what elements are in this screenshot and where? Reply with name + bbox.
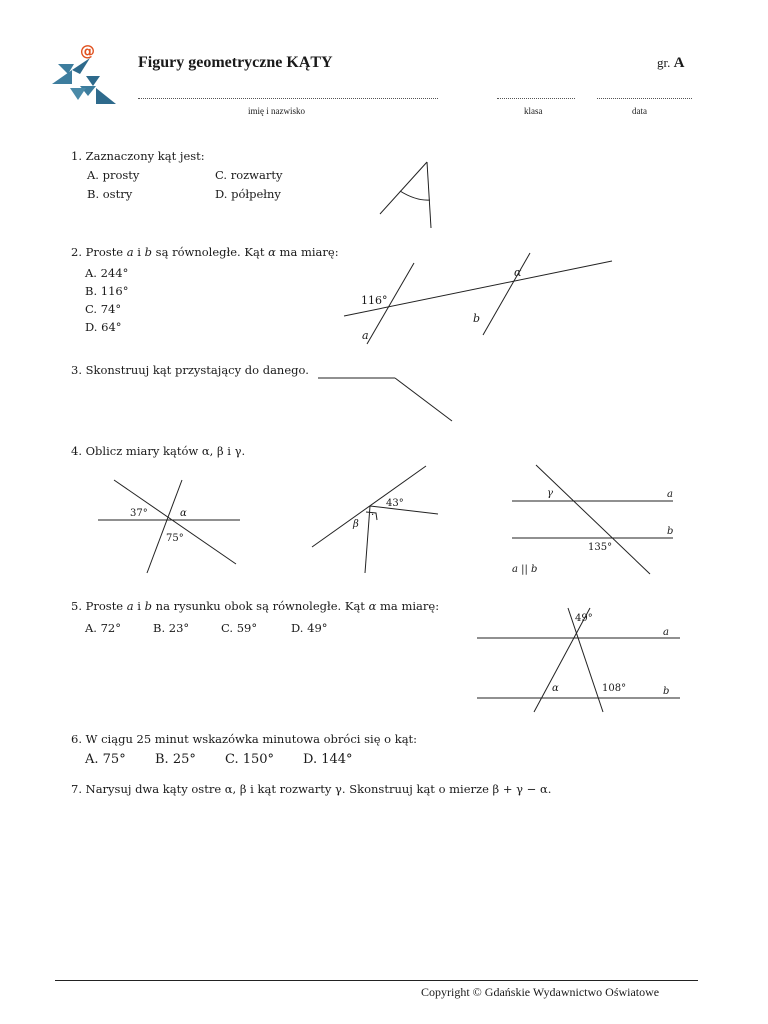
q4-fig3-135: 135° xyxy=(588,542,613,553)
question-4-text: 4. Oblicz miary kątów α, β i γ. xyxy=(71,444,246,458)
q4-fig1-75: 75° xyxy=(166,533,184,544)
q5-fig-a: a xyxy=(663,627,669,638)
q5-fig-alpha: α xyxy=(552,683,559,694)
q2-option-a: A. 244° xyxy=(85,266,129,280)
q4-fig2-43: 43° xyxy=(386,498,404,509)
q2-end: ma miarę: xyxy=(279,245,339,259)
question-3-text: 3. Skonstruuj kąt przystający do danego. xyxy=(71,363,309,377)
q1-option-c: C. rozwarty xyxy=(215,168,283,182)
q2-fig-alpha: α xyxy=(514,266,522,279)
q2-and: i xyxy=(137,245,141,259)
q4-figure-1 xyxy=(98,480,240,573)
q4-fig3-parallel: a || b xyxy=(512,564,538,575)
footer-rule xyxy=(55,980,698,981)
q4-fig1-alpha: α xyxy=(180,508,187,519)
q2-line-a: a xyxy=(126,245,134,259)
q2-option-d: D. 64° xyxy=(85,320,122,334)
q2-alpha: α xyxy=(268,245,276,259)
copyright-footer: Copyright © Gdańskie Wydawnictwo Oświatowe xyxy=(421,985,660,999)
q6-option-a: A. 75° xyxy=(85,752,126,767)
q4-fig3-a: a xyxy=(667,489,673,500)
q5-option-c: C. 59° xyxy=(221,621,258,635)
q5-option-d: D. 49° xyxy=(291,621,328,635)
q5-fig-b: b xyxy=(663,686,670,697)
q2-option-b: B. 116° xyxy=(85,284,129,298)
q5-line-b: b xyxy=(144,599,153,613)
name-caption: imię i nazwisko xyxy=(248,106,305,116)
q1-option-a: A. prosty xyxy=(87,168,140,182)
question-6-text: 6. W ciągu 25 minut wskazówka minutowa obróci się o kąt: xyxy=(71,732,418,746)
question-1-text: 1. Zaznaczony kąt jest: xyxy=(71,149,205,163)
q2-fig-angle: 116° xyxy=(361,294,388,307)
q5-alpha: α xyxy=(368,599,377,613)
q1-option-d: D. półpełny xyxy=(215,187,281,201)
q3-angle-figure xyxy=(318,378,452,421)
q6-option-d: D. 144° xyxy=(303,752,353,767)
q4-fig3-b: b xyxy=(667,526,674,537)
q2-mid: są równoległe. Kąt xyxy=(155,245,265,259)
logo-at-symbol: @ xyxy=(80,42,95,60)
q6-option-b: B. 25° xyxy=(155,752,196,767)
q4-fig1-37: 37° xyxy=(130,508,148,519)
q5-and: i xyxy=(137,599,141,613)
group-letter: A xyxy=(673,55,685,71)
q5-fig-49: 49° xyxy=(575,613,593,624)
q2-fig-a: a xyxy=(362,329,369,342)
class-caption: klasa xyxy=(524,106,543,116)
q5-option-b: B. 23° xyxy=(153,621,190,635)
q5-option-a: A. 72° xyxy=(85,621,121,635)
q5-mid: na rysunku obok są równoległe. Kąt xyxy=(155,599,365,613)
q2-fig-b: b xyxy=(473,312,481,325)
worksheet-title: Figury geometryczne KĄTY xyxy=(138,54,333,71)
group-prefix: gr. xyxy=(657,55,671,70)
q4-fig2-right-angle-dot: · xyxy=(371,510,375,521)
q5-prefix: 5. Proste xyxy=(71,599,124,613)
q2-line-b: b xyxy=(144,245,153,259)
q6-option-c: C. 150° xyxy=(225,752,275,767)
date-caption: data xyxy=(632,106,647,116)
q5-line-a: a xyxy=(126,599,134,613)
q5-end: ma miarę: xyxy=(380,599,440,613)
q2-prefix: 2. Proste xyxy=(71,245,124,259)
q4-fig3-gamma: γ xyxy=(547,488,553,499)
q4-fig2-beta: β xyxy=(353,519,359,530)
q1-angle-figure xyxy=(380,162,431,228)
q5-fig-108: 108° xyxy=(602,683,627,694)
q4-figure-3 xyxy=(512,465,673,574)
question-7-text: 7. Narysuj dwa kąty ostre α, β i kąt rozwarty γ. Skonstruuj kąt o mierze β + γ − α. xyxy=(71,782,552,796)
q1-option-b: B. ostry xyxy=(87,187,133,201)
q4-figure-2 xyxy=(312,466,438,573)
q2-option-c: C. 74° xyxy=(85,302,122,316)
